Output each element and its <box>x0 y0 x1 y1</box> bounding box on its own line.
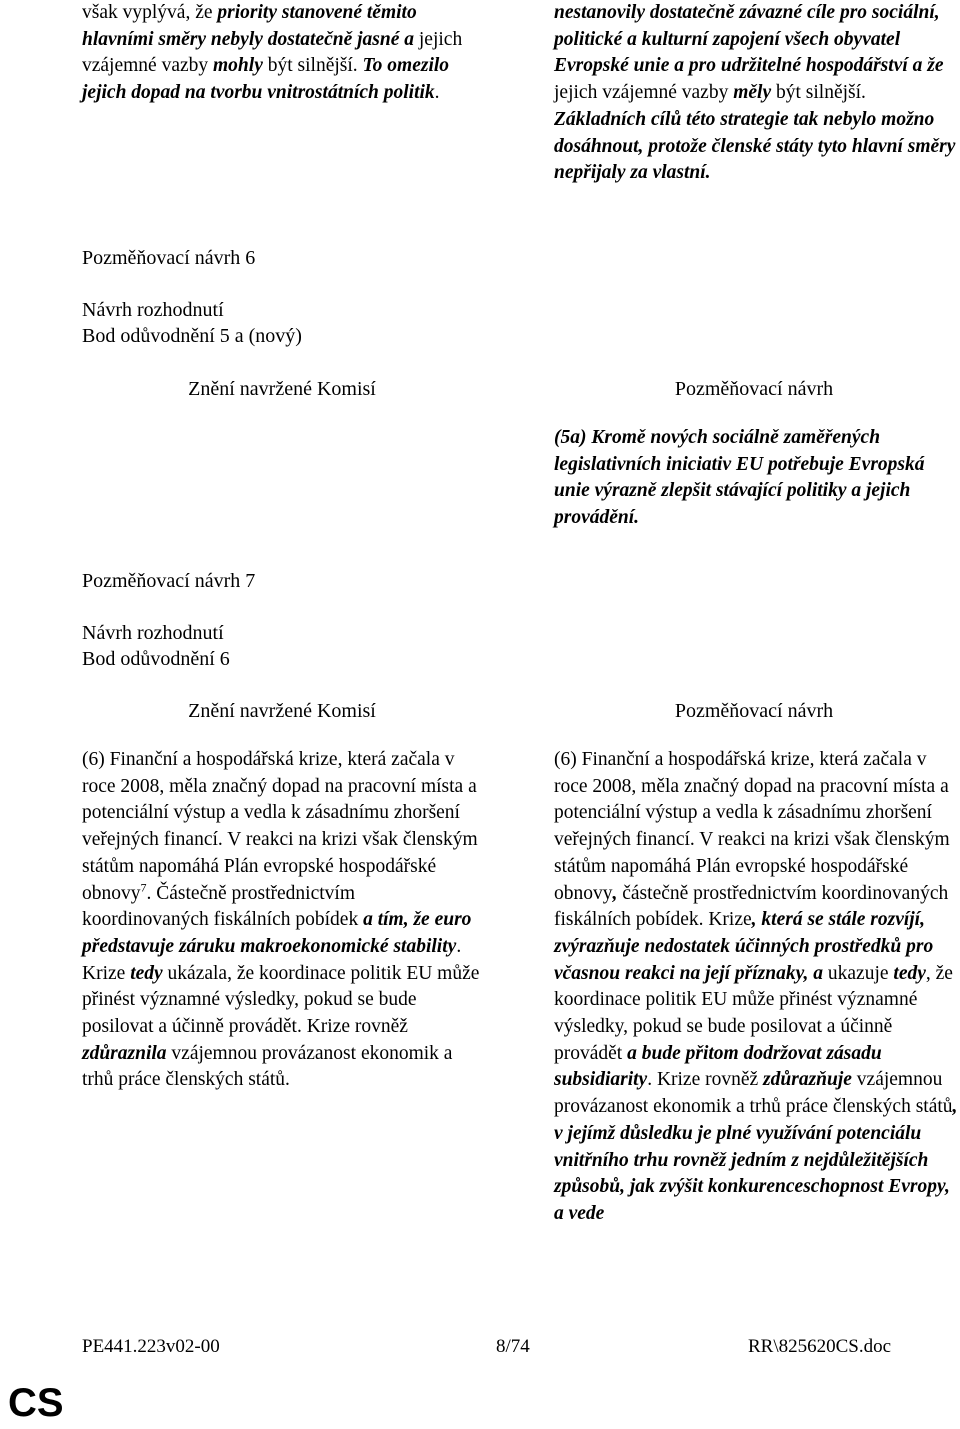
text-segment: být silnější. <box>262 55 363 77</box>
text-segment: (6) Finanční a hospodářská krize, která začala v roce 2008, měla značný dopad na pracovní místa a potenciální výstup a vedla k zásadnímu zhoršení veřejných financí. V reakci na krizi však členským státům napomáhá Plán evropské hospodářské obnovy <box>554 749 950 904</box>
text-segment: jejich vzájemné vazby <box>82 28 463 77</box>
footer-file-ref: RR\825620CS.doc <box>748 1336 892 1357</box>
text-segment: však vyplývá, že <box>82 2 218 23</box>
amendment-6-title: Pozměňovací návrh 6 <box>82 247 256 269</box>
text-segment: . Krize rovněž <box>647 1069 764 1091</box>
amended-text-segment: (5a) Kromě nových sociálně zaměřených legislativních iniciativ EU potřebuje Evropská unie výrazně zlepšit stávající politiky a jejich provádění. <box>554 427 925 529</box>
amended-text-segment: , <box>612 882 618 904</box>
text-segment: . Částečně prostřednictvím koordinovaných fiskálních pobídek <box>82 882 364 931</box>
amendment-6-recital: Bod odůvodnění 5 a (nový) <box>82 325 302 347</box>
top-right-text <box>554 0 960 187</box>
text-segment: prostřednictvím koordinovaných fiskálních pobídek. Krize <box>554 882 949 931</box>
text-segment: , že koordinace politik EU může přinést významné výsledky, pokud se bude posilovat a účinně provádět <box>554 962 953 1064</box>
amendment-7-right-header: Pozměňovací návrh <box>674 700 834 722</box>
footer-page-number: 8/74 <box>496 1336 530 1357</box>
amendment-7-left-header: Znění navržené Komisí <box>188 700 376 722</box>
amended-text-segment: priority stanovené těmito hlavními směry nebyly dostatečně jasné a <box>82 2 417 50</box>
amended-text-segment: a tím, že euro představuje záruku makroekonomické stability <box>82 909 472 957</box>
amendment-7-title: Pozměňovací návrh 7 <box>82 570 256 592</box>
text-segment: vzájemnou provázanost ekonomik a trhů práce členských států. <box>82 1042 453 1091</box>
amendment-7-right-text <box>554 747 960 1228</box>
text-segment: ukázala, že koordinace politik EU může přinést významné výsledky, pokud se bude posilovat a účinně provádět. Krize rovněž <box>82 962 480 1038</box>
amendment-6-right-header: Pozměňovací návrh <box>674 378 834 400</box>
amendment-6-left-header: Znění navržené Komisí <box>188 378 376 400</box>
top-left-text <box>82 0 482 107</box>
amended-text-segment: tedy <box>893 962 926 984</box>
amended-text-segment: , v jejímž důsledku je plné využívání potenciálu vnitřního trhu rovněž jedním z nejdůležitějších způsobů, jak zvýšit konkurenceschopnost Evropy, a vede <box>554 1096 958 1224</box>
text-segment: . <box>434 82 440 104</box>
amended-text-segment: mohly <box>213 55 263 77</box>
amendment-6-proposal: Návrh rozhodnutí <box>82 299 224 321</box>
text-segment: . Krize <box>82 935 462 984</box>
amendment-6-right-text <box>554 425 960 532</box>
amended-text-segment: zdůraznila <box>82 1042 167 1064</box>
amended-text-segment: tedy <box>130 962 163 984</box>
amended-text-segment: , která se stále rozvíjí, zvýrazňuje nedostatek účinných prostředků pro včasnou reakci na její příznaky, a <box>554 909 934 984</box>
text-segment: jejich vzájemné vazby <box>554 82 734 104</box>
language-code: CS <box>8 1381 64 1425</box>
amended-text-segment: a bude přitom dodržovat zásadu subsidiarity <box>554 1042 882 1091</box>
amendment-7-recital: Bod odůvodnění 6 <box>82 648 230 670</box>
amended-text-segment: To omezilo jejich dopad na tvorbu vnitrostátních politik <box>82 55 450 104</box>
text-segment: ukazuje <box>823 962 894 984</box>
amendment-7-left-text <box>82 747 482 1094</box>
amended-text-segment: zdůrazňuje <box>763 1069 852 1091</box>
text-segment: částečně <box>622 882 689 904</box>
text-segment: být silnější. <box>771 82 866 104</box>
amendment-7-proposal: Návrh rozhodnutí <box>82 622 224 644</box>
amended-text-segment: nestanovily dostatečně závazné cíle pro sociální, politické a kulturní zapojení všech obyvatel Evropské unie a pro udržitelné hospodářství a že <box>554 2 944 77</box>
text-segment: (6) Finanční a hospodářská krize, která začala v roce 2008, měla značný dopad na pracovní místa a potenciální výstup a vedla k zásadnímu zhoršení veřejných financí. V reakci na krizi však členským státům napomáhá Plán evropské hospodářské obnovy <box>82 749 478 904</box>
amended-text-segment: Základních cílů této strategie tak nebylo možno dosáhnout, protože členské státy tyto hlavní směry nepřijaly za vlastní. <box>554 108 956 184</box>
amended-text-segment: měly <box>733 82 772 104</box>
footer-doc-ref: PE441.223v02-00 <box>82 1336 220 1357</box>
footnote-ref: 7 <box>140 880 147 895</box>
text-segment: vzájemnou provázanost ekonomik a trhů práce členských států <box>554 1069 953 1118</box>
